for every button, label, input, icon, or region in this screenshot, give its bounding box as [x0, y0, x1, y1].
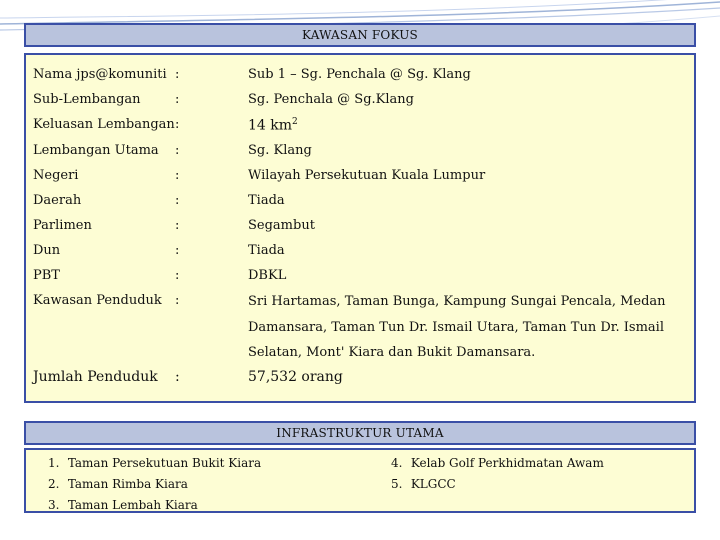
row-colon: :	[175, 168, 180, 183]
row-value: Sub 1 – Sg. Penchala @ Sg. Klang	[248, 67, 471, 82]
row-label: Lembangan Utama	[33, 143, 159, 158]
infrastruktur-utama-title: INFRASTRUKTUR UTAMA	[276, 426, 444, 440]
kawasan-fokus-title: KAWASAN FOKUS	[302, 28, 418, 42]
superscript: 2	[292, 117, 298, 127]
row-label: Keluasan Lembangan	[33, 117, 175, 132]
list-item: 4. Kelab Golf Perkhidmatan Awam	[391, 456, 604, 470]
row-label: Sub-Lembangan	[33, 92, 141, 107]
list-item: 5. KLGCC	[391, 477, 456, 491]
list-item: 3. Taman Lembah Kiara	[48, 498, 198, 512]
row-colon: :	[175, 218, 180, 233]
row-colon: :	[175, 92, 180, 107]
row-value: Segambut	[248, 218, 315, 233]
row-value: Sg. Penchala @ Sg.Klang	[248, 92, 414, 107]
row-label: Nama jps@komuniti	[33, 67, 167, 82]
infrastruktur-utama-header	[24, 421, 696, 445]
row-value: Sri Hartamas, Taman Bunga, Kampung Sungai Pencala, Medan Damansara, Taman Tun Dr. Ismail Utara, Taman Tun Dr. Ismail Selatan, Mont' Kiara dan Bukit Damansara.	[248, 294, 666, 360]
row-label: PBT	[33, 268, 60, 283]
row-value: Tiada	[248, 243, 285, 258]
row-colon: :	[175, 67, 180, 82]
row-label: Daerah	[33, 193, 82, 208]
row-value: Tiada	[248, 193, 285, 208]
row-value: DBKL	[248, 268, 287, 283]
row-label: Dun	[33, 243, 61, 258]
infrastruktur-utama-panel	[24, 448, 696, 513]
infrastructure-list-left	[48, 453, 261, 516]
row-value: 14 $km^2$	[248, 117, 298, 134]
row-label: Parlimen	[33, 218, 92, 233]
row-colon: :	[175, 369, 180, 385]
row-value: Sg. Klang	[248, 143, 312, 158]
row-value: 57,532 orang	[248, 369, 343, 385]
kawasan-fokus-header	[24, 23, 696, 47]
kawasan-fokus-panel	[24, 53, 696, 403]
row-label: Negeri	[33, 168, 79, 183]
list-item: 1. Taman Persekutuan Bukit Kiara	[48, 456, 262, 470]
row-colon: :	[175, 143, 180, 158]
infrastructure-list-right	[391, 453, 604, 495]
row-colon: :	[175, 117, 180, 132]
row-colon: :	[175, 193, 180, 208]
list-item: 2. Taman Rimba Kiara	[48, 477, 188, 491]
row-colon: :	[175, 268, 180, 283]
row-colon: :	[175, 293, 180, 308]
row-colon: :	[175, 243, 180, 258]
row-label: Kawasan Penduduk	[33, 293, 162, 308]
row-label: Jumlah Penduduk	[33, 369, 158, 385]
row-value: Wilayah Persekutuan Kuala Lumpur	[248, 168, 486, 183]
